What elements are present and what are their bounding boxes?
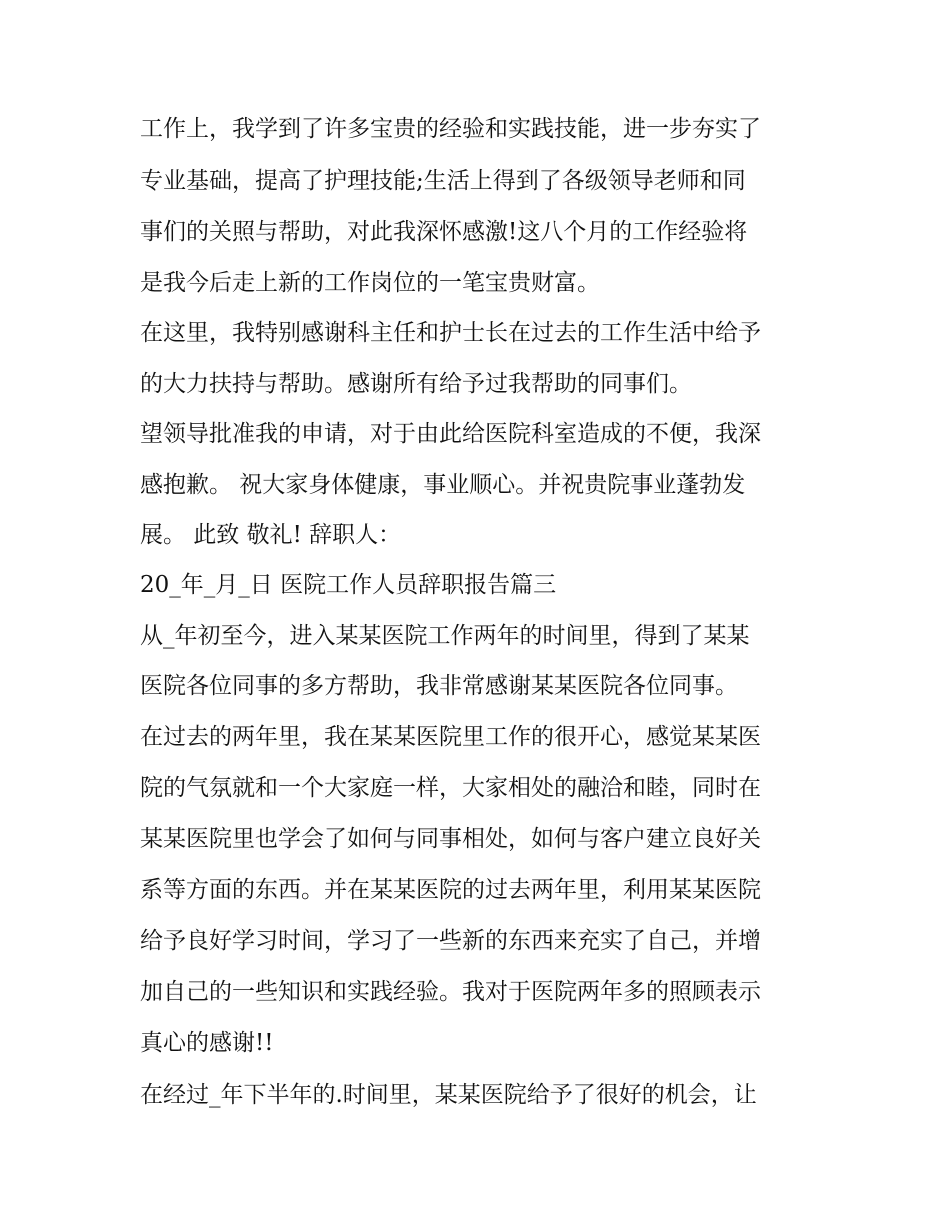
text-line: 感抱歉。 祝大家身体健康，事业顺心。并祝贵院事业蓬勃发 xyxy=(140,472,746,498)
text-line: 从_年初至今，进入某某医院工作两年的时间里，得到了某某 xyxy=(140,623,750,649)
text-line: 专业基础，提高了护理技能;生活上得到了各级领导老师和同 xyxy=(140,168,746,194)
text-line: 某某医院里也学会了如何与同事相处，如何与客户建立良好关 xyxy=(140,826,761,852)
text-line: 真心的感谢!! xyxy=(140,1030,274,1056)
text-line: 加自己的一些知识和实践经验。我对于医院两年多的照顾表示 xyxy=(140,979,761,1005)
text-line: 事们的关照与帮助，对此我深怀感激!这八个月的工作经验将 xyxy=(140,219,748,245)
text-line: 在经过_年下半年的.时间里，某某医院给予了很好的机会，让 xyxy=(140,1082,757,1108)
text-line: 是我今后走上新的工作岗位的一笔宝贵财富。 xyxy=(140,270,600,296)
text-line: 院的气氛就和一个大家庭一样，大家相处的融洽和睦，同时在 xyxy=(140,775,761,801)
text-line: 工作上，我学到了许多宝贵的经验和实践技能，进一步夯实了 xyxy=(140,116,761,142)
text-line: 医院各位同事的多方帮助，我非常感谢某某医院各位同事。 xyxy=(140,673,738,699)
section-heading: 20_年_月_日 医院工作人员辞职报告篇三 xyxy=(140,572,557,598)
text-line: 的大力扶持与帮助。感谢所有给予过我帮助的同事们。 xyxy=(140,371,692,397)
text-line: 系等方面的东西。并在某某医院的过去两年里，利用某某医院 xyxy=(140,877,761,903)
text-line: 展。 此致 敬礼! 辞职人： xyxy=(140,522,402,548)
text-line: 在过去的两年里，我在某某医院里工作的很开心，感觉某某医 xyxy=(140,724,761,750)
text-line: 望领导批准我的申请，对于由此给医院科室造成的不便，我深 xyxy=(140,421,761,447)
text-line: 给予良好学习时间，学习了一些新的东西来充实了自己，并增 xyxy=(140,928,761,954)
text-line: 在这里，我特别感谢科主任和护士长在过去的工作生活中给予 xyxy=(140,320,761,346)
